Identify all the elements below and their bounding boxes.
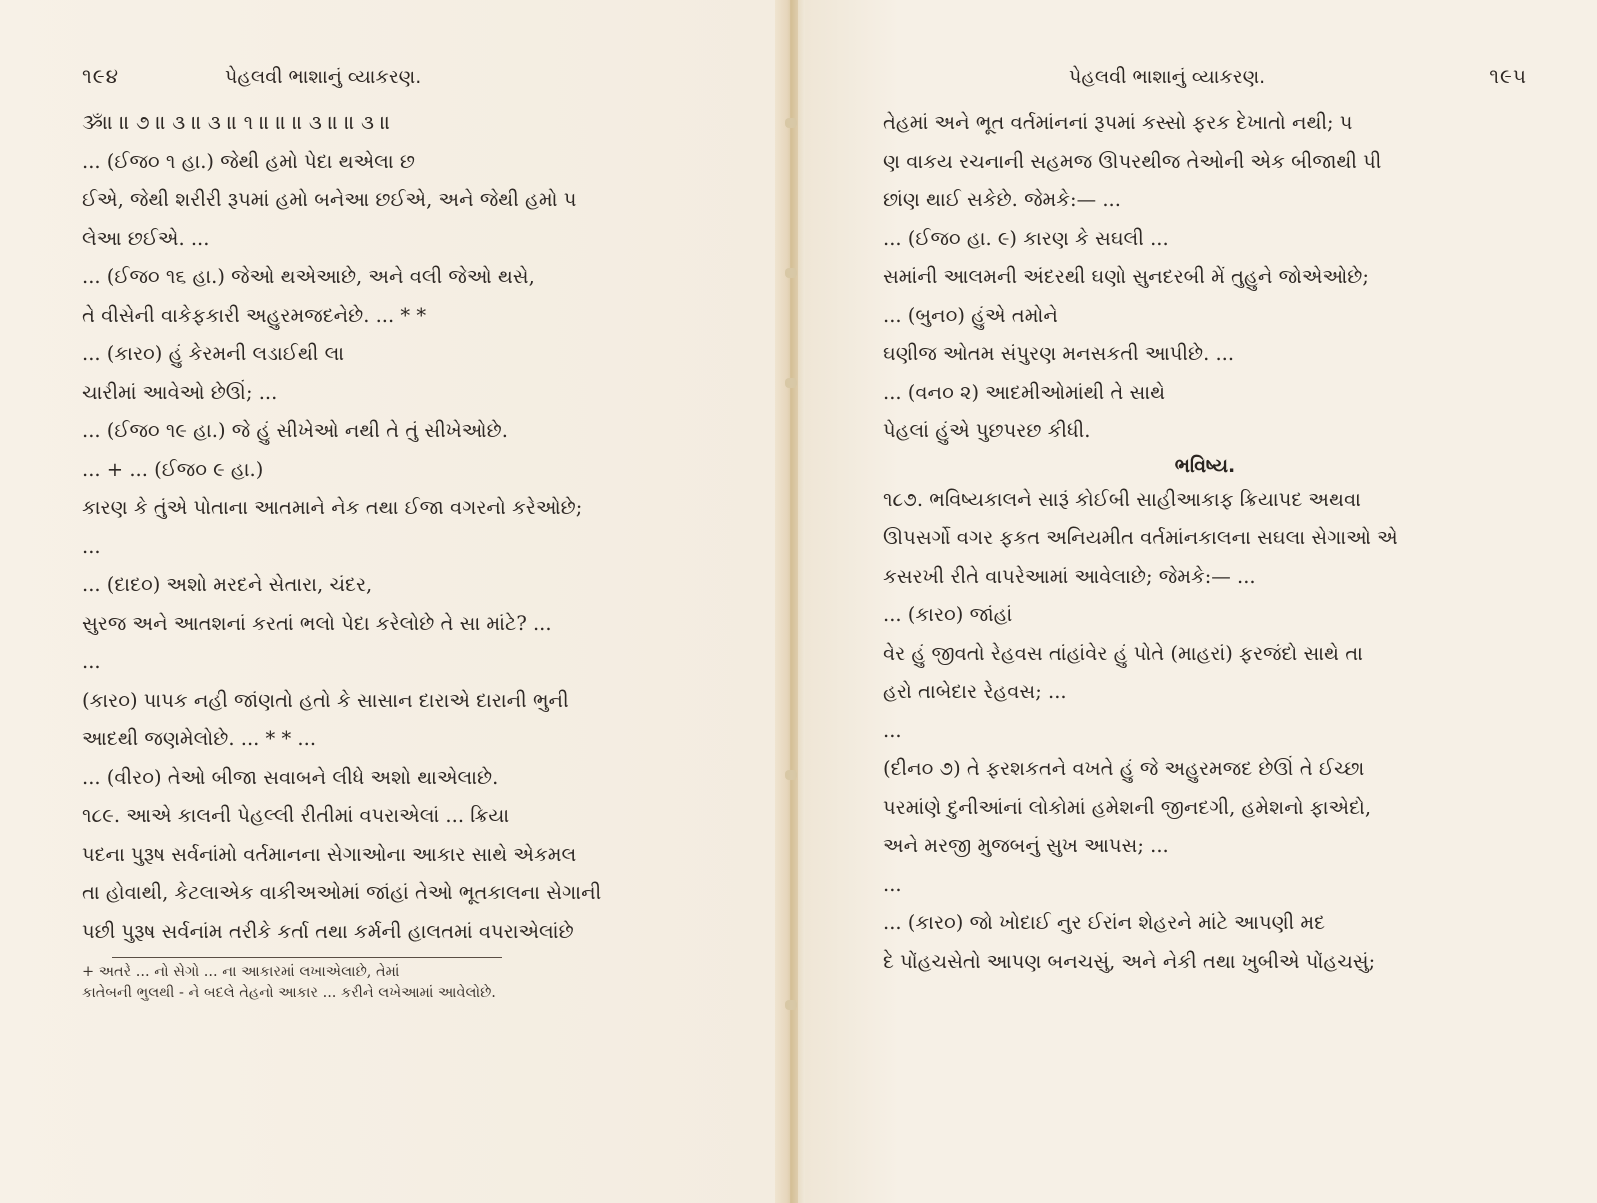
text-line: ૧૮૭. ભવિષ્યકાલને સારૂં કોઈબી સાહીઆકાફ ક્રિયાપદ અથવા [883,487,1361,511]
text-line: ... (કાર૦) હું કેરમની લડાઈથી લા [82,342,345,365]
text-line: ... [883,872,902,896]
text-line: પેહલાં હુંએ પુછપરછ કીધી. [883,419,1091,442]
left-page [0,0,790,1203]
text-line: અને મરજી મુજબનું સુખ આપસ; ... [883,834,1169,857]
text-line: ણ વાકય રચનાની સહમજ ઊપરથીજ તેઓની એક બીજાથી પી [883,149,1382,173]
text-line: કારણ કે તુંએ પોતાના આતમાને નેક તથા ઈજા વગરનો કરેઓછે; [82,496,583,519]
text-line: ... (કાર૦) જાંહાં [883,603,1013,626]
text-line: લેઆ છઈએ. ... [82,226,210,250]
binding-stain [790,0,798,1203]
footnote [82,962,750,1004]
text-line: ૧૮૯. આએ કાલની પેહલ્લી રીતીમાં વપરાએલાં ... ક્રિયા [82,804,510,827]
text-line: (દીન૦ ૭) તે ફરશકતને વખતે હું જે અહુરમજદ છેઊં તે ઈચ્છા [883,757,1365,780]
text-line: ... [82,534,101,558]
footnote-rule [112,957,502,958]
footnote-line: કાતેબની ભુલથી - ને બદલે તેહનો આકાર ... કરીને લખેઆમાં આવેલોછે. [82,985,496,1001]
text-line: ઘણીજ ઓતમ સંપુરણ મનસકતી આપીછે. ... [883,342,1235,365]
right-page [805,0,1597,1203]
text-line: દે પોંહચસેતો આપણ બનચસું, અને નેકી તથા ખુબીએ પોંહચસું; [883,949,1376,973]
text-line: છાંણ થાઈ સકેછે. જેમકે:— ... [883,188,1121,211]
binding-stitch [785,770,797,780]
section-heading: ભવિષ્ય. [1174,454,1236,477]
text-line: ચારીમાં આવેઓ છેઊં; ... [82,380,278,404]
text-line: ... (ઈજ૦ ૧ હા.) જેથી હમો પેદા થએલા છ [82,149,415,173]
binding-stitch [785,1000,797,1010]
text-line: ... (વન૦ ૨) આદમીઓમાંથી તે સાથે [883,380,1166,404]
text-line: આદથી જણમેલોછે. ... * * ... [82,727,317,750]
left-page-body [82,104,750,797]
footnote-line: + અતરે ... નો સેગો ... ના આકારમાં લખાએલાછે, તેમાં [82,964,400,980]
text-line: ... (ઈજ૦ ૧૯ હા.) જે હું સીખેઓ નથી તે તું સીખેઓછે. [82,419,508,442]
text-line: ... (બુન૦) હુંએ તમોને [883,303,1058,327]
text-line: ૐ॥ ॥ ૭ ॥ ૩ ॥ ૩ ॥ ૧ ॥ ॥ ॥ ૩ ॥ ॥ ૩ ॥ [82,111,391,134]
right-running-title: પેહલવી ભાશાનું વ્યાકરણ. [1069,66,1266,88]
text-line: વેર હું જીવતો રેહવસ તાંહાંવેર હું પોતે (માહરાં) ફરજંદો સાથે તા [883,641,1363,665]
right-page-header [883,64,1527,104]
text-line: ... (ઈજ૦ ૧૬ હા.) જેઓ થએઆછે, અને વલી જેઓ થસે, [82,265,535,288]
left-page-header [82,64,750,104]
text-line: પદના પુરૂષ સર્વનાંમો વર્તમાનના સેગાઓના આકાર સાથે એકમલ [82,842,577,866]
text-line: હરો તાબેદાર રેહવસ; ... [883,680,1067,703]
text-line: ઊપસર્ગો વગર ફકત અનિયમીત વર્તમાંનકાલના સઘલા સેગાઓ એ [883,526,1398,549]
text-line: ઈએ, જેથી શરીરી રૂપમાં હમો બનેઆ છઈએ, અને જેથી હમો પ [82,188,577,211]
text-line: સમાંની આલમની અંદરથી ઘણો સુનદરબી મેં તુહુને જોએઓછે; [883,265,1369,288]
binding-stitch [785,378,797,388]
right-page-number: ૧૯૫ [1489,64,1527,88]
text-line: તે વીસેની વાકેફકારી અહુરમજદનેછે. ... * * [82,303,427,327]
text-line: પછી પુરૂષ સર્વનાંમ તરીકે કર્તા તથા કર્મની હાલતમાં વપરાએલાંછે [82,919,574,943]
text-line: ... + ... (ઈજ૦ ૯ હા.) [82,457,264,481]
paragraph-187 [883,481,1527,982]
text-line: ... (કાર૦) જો ખોદાઈ નુર ઈરાંન શેહરને માંટે આપણી મદ [883,911,1326,934]
binding-stitch [785,118,797,128]
text-line: પરમાંણે દુનીઆંનાં લોકોમાં હમેશની જીનદગી, હમેશનો ફાએદો, [883,795,1372,819]
text-line: તેહમાં અને ભૂત વર્તમાંનનાં રૂપમાં કસ્સો ફરક દેખાતો નથી; પ [883,111,1353,134]
text-line: (કાર૦) પાપક નહી જાંણતો હતો કે સાસાન દારાએ દારાની ભુની [82,688,569,712]
text-line: કસરખી રીતે વાપરેઆમાં આવેલાછે; જેમકે:— ... [883,564,1256,588]
paragraph-189 [82,797,750,951]
text-line: ... [883,718,902,742]
binding-stitch [785,268,797,278]
right-page-body [883,104,1527,451]
text-line: ... (ઈજ૦ હા. ૯) કારણ કે સઘલી ... [883,226,1169,250]
left-page-number: ૧૯૪ [82,64,120,88]
text-line: તા હોવાથી, કેટલાએક વાકીઅઓમાં જાંહાં તેઓ ભૂતકાલના સેગાની [82,881,602,904]
left-running-title: પેહલવી ભાશાનું વ્યાકરણ. [225,66,422,88]
text-line: ... [82,650,101,673]
text-line: સુરજ અને આતશનાં કરતાં ભલો પેદા કરેલોછે તે સા માંટે? ... [82,611,552,635]
text-line: ... (વીર૦) તેઓ બીજા સવાબને લીધે અશો થાએલાછે. [82,765,499,789]
text-line: ... (દાદ૦) અશો મરદને સેતારા, ચંદર, [82,573,373,596]
